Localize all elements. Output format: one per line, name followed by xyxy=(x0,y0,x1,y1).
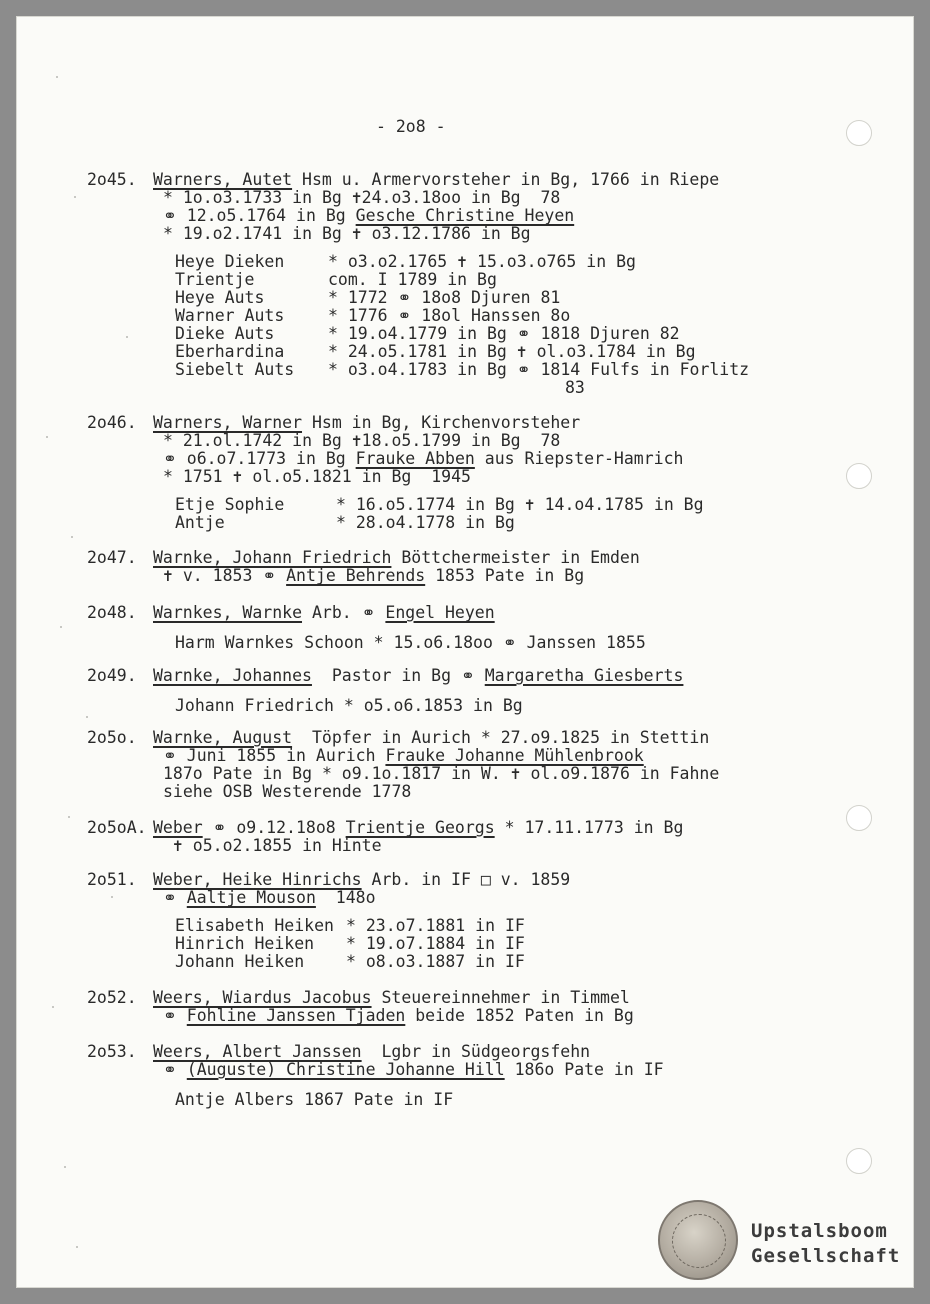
entry-text: 186o Pate in IF xyxy=(504,1060,664,1079)
entry-line xyxy=(163,207,574,225)
paper-speck xyxy=(126,336,128,338)
entry-text: 1853 Pate in Bg xyxy=(425,566,585,585)
child-info: * 19.o7.1884 in IF xyxy=(346,934,525,953)
entry-name: Warnke, Johann Friedrich xyxy=(153,548,392,567)
child-info: * o8.o3.1887 in IF xyxy=(346,952,525,971)
spouse-name: Aaltje Mouson xyxy=(186,888,316,907)
paper-speck xyxy=(86,716,88,718)
entry-text: Lgbr in Südgeorgsfehn xyxy=(361,1042,591,1061)
child-name: Hinrich Heiken xyxy=(175,934,315,953)
entry-number: 2o47. xyxy=(87,548,137,567)
child-name: Warner Auts xyxy=(175,306,285,325)
entry-text: ✝ v. 1853 ⚭ xyxy=(163,566,287,585)
entry-name: Warnke, Johannes xyxy=(153,666,312,685)
entry-line xyxy=(153,604,495,622)
entry-line xyxy=(163,765,719,783)
entry-text: beide 1852 Paten in Bg xyxy=(405,1006,634,1025)
child-info: * 24.o5.1781 in Bg ✝ ol.o3.1784 in Bg xyxy=(328,342,696,361)
spouse-name: Antje Behrends xyxy=(286,566,426,585)
child-info: * o3.o2.1765 ✝ 15.o3.o765 in Bg xyxy=(328,252,636,271)
entry-line xyxy=(153,1043,590,1061)
spouse-name: Margaretha Giesberts xyxy=(484,666,684,685)
entry-line xyxy=(163,1061,664,1079)
child-name: Johann Heiken xyxy=(175,952,305,971)
society-name-line2: Gesellschaft xyxy=(751,1245,901,1267)
paper-speck xyxy=(111,896,113,898)
entry-line xyxy=(163,567,584,585)
spouse-name: Frauke Abben xyxy=(355,449,475,468)
entry-text: ⚭ xyxy=(163,888,187,907)
child-info: * 16.o5.1774 in Bg ✝ 14.o4.1785 in Bg xyxy=(336,495,704,514)
child-name: Antje xyxy=(175,513,225,532)
entry-line xyxy=(153,729,709,747)
entry-text: * 19.o2.1741 in Bg ✝ o3.12.1786 in Bg xyxy=(163,224,531,243)
paper-speck xyxy=(56,76,58,78)
entry-line xyxy=(153,989,630,1007)
paper-speck xyxy=(46,436,48,438)
entry-text: * 1o.o3.1733 in Bg ✝24.o3.18oo in Bg 78 xyxy=(163,188,561,207)
entry-name: Warnkes, Warnke xyxy=(153,603,303,622)
spouse-name: Fohline Janssen Tjaden xyxy=(186,1006,406,1025)
entry-number: 2o5oA. xyxy=(87,818,147,837)
society-name-line1: Upstalsboom xyxy=(751,1220,888,1242)
child-line: Johann Friedrich * o5.o6.1853 in Bg xyxy=(175,696,523,715)
paper-speck xyxy=(64,1166,66,1168)
entry-name: Warners, Warner xyxy=(153,413,303,432)
entry-name: Weber xyxy=(153,818,203,837)
paper-speck xyxy=(74,196,76,198)
entry-name: Weber, Heike Hinrichs xyxy=(153,870,362,889)
child-name: Heye Auts xyxy=(175,288,265,307)
entry-number: 2o45. xyxy=(87,170,137,189)
society-name xyxy=(751,1219,900,1269)
paper-speck xyxy=(60,626,62,628)
child-name: Trientje xyxy=(175,270,255,289)
entry-line xyxy=(163,225,531,243)
entry-name: Warnke, August xyxy=(153,728,293,747)
entry-text: siehe OSB Westerende 1778 xyxy=(163,782,412,801)
child-info: * 23.o7.1881 in IF xyxy=(346,916,525,935)
entry-number: 2o46. xyxy=(87,413,137,432)
entry-line xyxy=(153,667,683,685)
entry-text: Hsm in Bg, Kirchenvorsteher xyxy=(302,413,581,432)
entry-line xyxy=(163,889,376,907)
spouse-name: (Auguste) Christine Johanne Hill xyxy=(186,1060,505,1079)
entry-text: Arb. in IF □ v. 1859 xyxy=(361,870,571,889)
entry-text: ⚭ Juni 1855 in Aurich xyxy=(163,746,386,765)
entry-text: Steuereinnehmer in Timmel xyxy=(371,988,630,1007)
child-info: * 1776 ⚭ 18ol Hanssen 8o xyxy=(328,306,571,325)
child-name: Eberhardina xyxy=(175,342,285,361)
entry-text: ⚭ 12.o5.1764 in Bg xyxy=(163,206,356,225)
spouse-name: Engel Heyen xyxy=(385,603,495,622)
society-seal xyxy=(658,1200,738,1280)
child-name: Heye Dieken xyxy=(175,252,285,271)
child-info: * 1772 ⚭ 18o8 Djuren 81 xyxy=(328,288,561,307)
child-name: Elisabeth Heiken xyxy=(175,916,334,935)
entry-number: 2o49. xyxy=(87,666,137,685)
child-name: Siebelt Auts xyxy=(175,360,295,379)
entry-text: 187o Pate in Bg * o9.1o.1817 in W. ✝ ol.o9.1876 in Fahne xyxy=(163,764,720,783)
entry-line xyxy=(163,837,382,855)
paper-speck xyxy=(71,536,73,538)
child-line: Harm Warnkes Schoon * 15.o6.18oo ⚭ Janssen 1855 xyxy=(175,633,646,652)
entry-text: Hsm u. Armervorsteher in Bg, 1766 in Riepe xyxy=(292,170,720,189)
entry-text: ⚭ xyxy=(163,1006,187,1025)
entry-text: * 1751 ✝ ol.o5.1821 in Bg 1945 xyxy=(163,467,471,486)
child-info: 83 xyxy=(565,378,585,397)
entry-text: aus Riepster-Hamrich xyxy=(474,449,684,468)
entry-line xyxy=(153,171,719,189)
spouse-name: Trientje Georgs xyxy=(345,818,495,837)
child-info: * 19.o4.1779 in Bg ⚭ 1818 Djuren 82 xyxy=(328,324,680,343)
entry-number: 2o53. xyxy=(87,1042,137,1061)
entry-number: 2o5o. xyxy=(87,728,137,747)
entry-text: * 17.11.1773 in Bg xyxy=(494,818,684,837)
entry-line xyxy=(163,432,560,450)
child-info: * 28.o4.1778 in Bg xyxy=(336,513,515,532)
entry-text: ⚭ o6.o7.1773 in Bg xyxy=(163,449,356,468)
entry-line xyxy=(153,871,570,889)
entry-text: ✝ o5.o2.1855 in Hinte xyxy=(163,836,382,855)
child-name: Etje Sophie xyxy=(175,495,285,514)
entry-number: 2o51. xyxy=(87,870,137,889)
paper-speck xyxy=(68,816,70,818)
entry-text: Böttchermeister in Emden xyxy=(391,548,640,567)
entry-line xyxy=(163,747,644,765)
paper-speck xyxy=(76,1246,78,1248)
entry-text: ⚭ xyxy=(163,1060,187,1079)
paper-speck xyxy=(52,1006,54,1008)
entry-name: Weers, Albert Janssen xyxy=(153,1042,362,1061)
entry-text: * 21.ol.1742 in Bg ✝18.o5.1799 in Bg 78 xyxy=(163,431,561,450)
entry-number: 2o52. xyxy=(87,988,137,1007)
entries-list xyxy=(16,16,914,1288)
entry-name: Weers, Wiardus Jacobus xyxy=(153,988,372,1007)
entry-name: Warners, Autet xyxy=(153,170,293,189)
spouse-name: Gesche Christine Heyen xyxy=(355,206,575,225)
entry-text: 148o xyxy=(315,888,376,907)
entry-text: ⚭ o9.12.18o8 xyxy=(202,818,346,837)
entry-line xyxy=(163,450,683,468)
child-info: * o3.o4.1783 in Bg ⚭ 1814 Fulfs in Forlitz xyxy=(328,360,750,379)
child-name: Dieke Auts xyxy=(175,324,275,343)
child-info: com. I 1789 in Bg xyxy=(328,270,497,289)
child-line: Antje Albers 1867 Pate in IF xyxy=(175,1090,454,1109)
entry-line xyxy=(153,819,683,837)
entry-line xyxy=(163,783,411,801)
entry-line xyxy=(153,549,640,567)
entry-text: Arb. ⚭ xyxy=(302,603,386,622)
entry-text: Töpfer in Aurich * 27.o9.1825 in Stettin xyxy=(292,728,710,747)
entry-line xyxy=(163,468,471,486)
document-page xyxy=(16,16,914,1288)
entry-text: Pastor in Bg ⚭ xyxy=(311,666,485,685)
entry-number: 2o48. xyxy=(87,603,137,622)
entry-line xyxy=(163,189,560,207)
page-number: - 2o8 - xyxy=(376,117,446,136)
entry-line xyxy=(163,1007,634,1025)
entry-line xyxy=(153,414,580,432)
spouse-name: Frauke Johanne Mühlenbrook xyxy=(385,746,644,765)
